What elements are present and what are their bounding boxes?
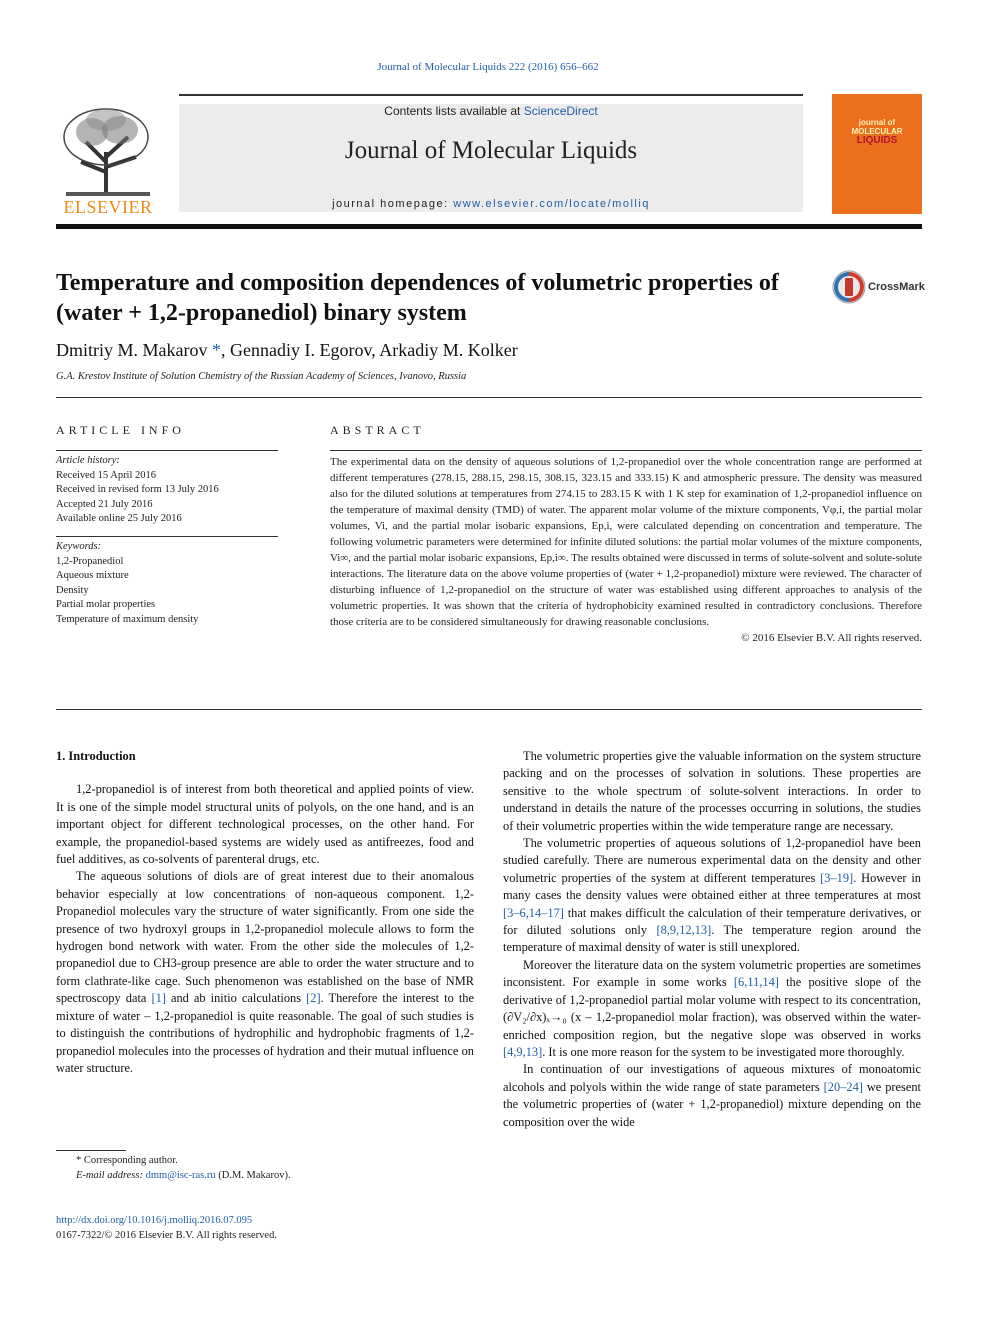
- journal-header: [56, 94, 922, 218]
- body-rule: [56, 709, 922, 710]
- paragraph-text: . The temperature region around the temperature of maximal density of water is still unexplored.: [503, 923, 921, 955]
- abstract-body: [330, 454, 922, 646]
- paragraph: [503, 1061, 921, 1131]
- article-info-heading: ARTICLE INFO: [56, 423, 185, 437]
- crossmark-label: CrossMark: [868, 281, 925, 293]
- homepage-label: journal homepage:: [332, 198, 454, 210]
- article-identifiers: [56, 1214, 277, 1243]
- footnote: [56, 1154, 476, 1183]
- keyword-item: Density: [56, 584, 89, 596]
- header-rule: [179, 94, 803, 96]
- paragraph: [503, 835, 921, 957]
- paragraph-text: . However in many cases the density values were obtained either at three temperatures at most: [503, 870, 922, 903]
- homepage-link[interactable]: www.elsevier.com/locate/molliq: [453, 198, 650, 210]
- citation-link[interactable]: [4,9,13]: [503, 1044, 543, 1059]
- citation-link[interactable]: [3–6,14–17]: [503, 905, 564, 920]
- history-received: Received 15 April 2016: [56, 469, 157, 481]
- paragraph: [56, 868, 474, 1077]
- abstract-copyright: © 2016 Elsevier B.V. All rights reserved.: [741, 632, 922, 644]
- journal-cover-image: [832, 94, 922, 214]
- header-divider: [56, 224, 922, 229]
- cover-title: [836, 118, 918, 145]
- paragraph-text: In continuation of our investigations of aqueous mixtures of monoatomic alcohols and polyols within the wide range of state parameters: [503, 1062, 921, 1094]
- author-1: Dmitriy M. Makarov: [56, 340, 212, 360]
- paragraph: 1,2-propanediol is of interest from both theoretical and applied points of view. It is one of the simple model structural units of polyols, on the one hand, and is an important object for different technological processes, on the other hand. For example, the propanediol-based systems are widely used as antifreezes, food and fuel additives, as co-solvents of parenteral drugs, etc.: [56, 782, 474, 867]
- section-rule: [56, 397, 922, 398]
- paragraph-text: we present the volumetric properties of (water + 1,2-propanediol) mixture depending on the composition over the wide: [503, 1079, 921, 1129]
- publisher-name: ELSEVIER: [63, 197, 153, 217]
- history-revised: Received in revised form 13 July 2016: [56, 484, 219, 495]
- footnote-label: Corresponding author.: [83, 1155, 178, 1166]
- footnote-corresponding: [56, 1154, 476, 1169]
- journal-banner: [179, 94, 803, 218]
- paragraph-text: . Therefore the interest to the mixture of water – 1,2-propanediol is quite reasonable. The goal of such studies is to distinguish the contributions of hydrophilic and hydrophobic fragments of 1,2-propanediol molecules into the processes of hydration and their mutual influence on water structure.: [56, 991, 474, 1075]
- article-info-rule: [56, 450, 278, 451]
- paragraph-text: . It is one more reason for the system to be investigated more thoroughly.: [542, 1044, 905, 1059]
- citation-link[interactable]: [3–19]: [820, 870, 854, 885]
- paragraph-text: The aqueous solutions of diols are of great interest due to their anomalous behavior especially at low concentrations of non-aqueous component. 1,2-Propanediol molecules vary the structure of water significantly. From one side the presence of two hydroxyl groups in 1,2-propanediol molecule allows to form the hydrogen bond network with water. From the other side the molecules of 1,2-propanediol due to CH3-group presence are able to order the water structure and to form clathrate-like cage. Such phenomenon was established on the base of NMR spectroscopy data: [56, 869, 474, 1006]
- body-column-right: [503, 748, 921, 1131]
- paragraph: The volumetric properties give the valuable information on the system structure packing and on the processes of solvation in solutions. These properties are sensitive to the whole spectrum of solute-solvent interactions. In order to understand in details the nature of the processes occurring in solutions, the studies of their volumetric properties within the wide temperature range are necessary.: [503, 749, 921, 833]
- history-online: Available online 25 July 2016: [56, 513, 182, 524]
- cover-line-3: LIQUIDS: [856, 135, 898, 146]
- keyword-item: Aqueous mixture: [56, 570, 129, 581]
- citation-link[interactable]: [8,9,12,13]: [656, 923, 712, 938]
- footnote-email: [56, 1169, 476, 1184]
- cover-line-1: journal of: [858, 118, 896, 127]
- corresponding-author-mark[interactable]: *: [211, 340, 221, 360]
- paragraph-text: Moreover the literature data on the system volumetric properties are sometimes inconsistent. For example in some works: [503, 957, 921, 990]
- paragraph-text: the positive slope of the derivative of 1,2-propanediol partial molar volume with respect to its concentration, (∂V₂/∂x)ₓ→₀ (x – 1,2-propanediol molar fraction), was observed within the water-enriched composition region, but the negative slope was observed in works: [503, 975, 922, 1042]
- paragraph-text: and ab initio calculations: [165, 991, 307, 1006]
- doi-link[interactable]: http://dx.doi.org/10.1016/j.molliq.2016.07.095: [56, 1215, 253, 1226]
- contents-available: [179, 104, 803, 118]
- keywords-label: Keywords:: [56, 541, 102, 552]
- footnote-mark: *: [76, 1155, 82, 1166]
- affiliation: G.A. Krestov Institute of Solution Chemistry of the Russian Academy of Sciences, Ivanovo, Russia: [56, 371, 467, 382]
- journal-citation-link[interactable]: Journal of Molecular Liquids 222 (2016) 656–662: [377, 61, 599, 73]
- email-label: E-mail address:: [76, 1169, 146, 1181]
- author-list: [56, 340, 518, 361]
- section-heading-introduction: 1. Introduction: [56, 749, 136, 763]
- other-authors: , Gennadiy I. Egorov, Arkadiy M. Kolker: [220, 340, 518, 360]
- body-column-left: [56, 748, 474, 1077]
- footnote-rule: [56, 1150, 126, 1151]
- journal-name: Journal of Molecular Liquids: [344, 137, 638, 164]
- article-title: Temperature and composition dependences of volumetric properties of (water + 1,2-propanediol) binary system: [56, 270, 779, 326]
- history-label: Article history:: [56, 455, 120, 466]
- citation-link[interactable]: [2]: [306, 991, 321, 1006]
- paragraph-text: The volumetric properties of aqueous solutions of 1,2-propanediol have been studied carefully. There are numerous experimental data on the density and other volumetric properties of the system at different temperatures: [503, 836, 921, 885]
- cover-line-2: MOLECULAR: [851, 127, 903, 136]
- issn-copyright: 0167-7322/© 2016 Elsevier B.V. All rights reserved.: [56, 1229, 277, 1241]
- abstract-heading: ABSTRACT: [330, 423, 425, 437]
- citation-link[interactable]: [6,11,14]: [733, 975, 779, 990]
- keywords-rule: [56, 536, 278, 537]
- keyword-item: Partial molar properties: [56, 599, 156, 610]
- sciencedirect-link[interactable]: ScienceDirect: [523, 104, 598, 118]
- citation-link[interactable]: [1]: [151, 991, 166, 1006]
- email-suffix: (D.M. Makarov).: [215, 1169, 291, 1181]
- paragraph: [503, 957, 921, 1061]
- crossmark-button[interactable]: [832, 270, 927, 306]
- abstract-rule: [330, 450, 922, 451]
- crossmark-icon: [832, 270, 866, 304]
- keyword-item: Temperature of maximum density: [56, 613, 199, 625]
- citation-link[interactable]: [20–24]: [823, 1079, 863, 1094]
- journal-homepage: [179, 198, 803, 210]
- article-history: [56, 454, 278, 527]
- abstract-text: The experimental data on the density of aqueous solutions of 1,2-propanediol over the whole concentration range are performed at different temperatures (278.15, 288.15, 298.15, 308.15, 323.15 and 333.15) K and atmospheric pressure. The density was measured also for the diluted solutions at temperatures from 274.15 to 283.15 K with 1 K step for examination of 1,2-propanediol influence on the temperature of maximal density (TMD) of water. The apparent molar volume of the mixture components, Vφ,i, the partial molar volumes, Vi, and the partial molar isobaric expansions, Ep,i, were calculated depending on concentration and temperature. The following volumetric parameters were determined for infinite diluted solutions: the partial molar volumes of the mixture components, Vi∞, and the partial molar isobaric expansions, Ep,i∞. The results obtained were discussed in terms of solute-solvent and solute-solute interactions. The literature data on the above volume properties of (water + 1,2-propanediol) mixture were reviewed. The character of disturbing influence of 1,2-propanediol on the structure of water was established using different approaches to analysis of the volumetric properties. It was shown that the criteria of hydrophobicity examined resulted in contradictory conclusions. Therefore those criteria are to be considered simultaneously for drawing reasonable conclusions.: [330, 456, 922, 628]
- email-link[interactable]: dmm@isc-ras.ru: [145, 1169, 216, 1181]
- contents-prefix: Contents lists available at: [384, 104, 524, 118]
- paragraph-text: that makes difficult the calculation of their temperature derivatives, or for diluted solutions only: [503, 905, 921, 938]
- keyword-item: 1,2-Propanediol: [56, 555, 124, 567]
- keywords: [56, 540, 278, 627]
- history-accepted: Accepted 21 July 2016: [56, 498, 153, 510]
